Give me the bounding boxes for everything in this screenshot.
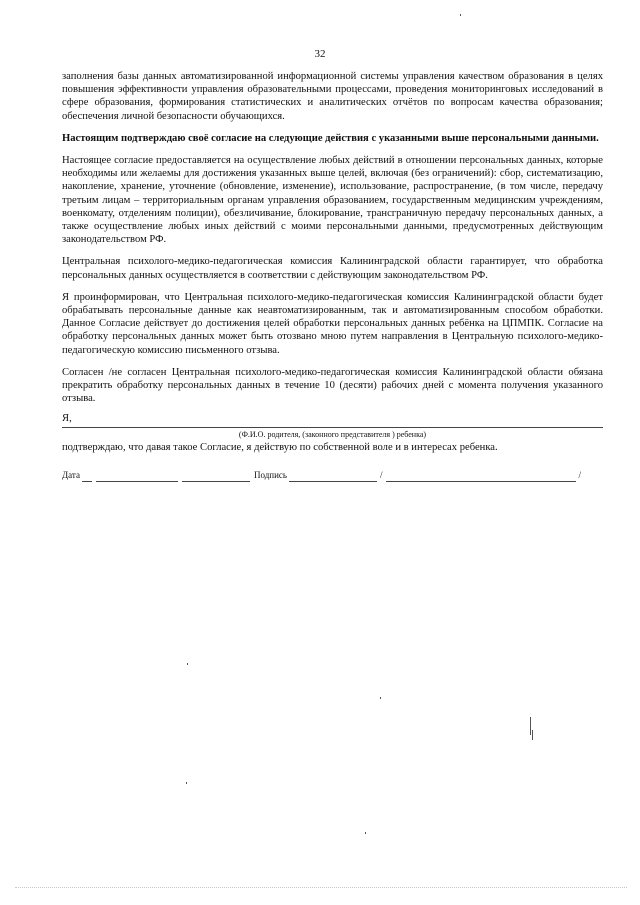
date-day-field[interactable]: [82, 472, 92, 482]
sign-label: Подпись: [253, 469, 288, 480]
fio-caption: (Ф.И.О. родителя, (законного представителя ) ребенка): [238, 430, 427, 440]
date-month-field[interactable]: [96, 472, 178, 482]
signature-block: [62, 414, 603, 481]
scan-stroke: [532, 730, 533, 740]
page-number: 32: [314, 48, 326, 60]
paragraph-withdrawal: Согласен /не согласен Центральная психолого-медико-педагогическая комиссия Калининградской области обязана прекратить обработку персональных данных в течение 10 (десяти) рабочих дней с момента получения указанного отзыва.: [62, 366, 603, 405]
date-signature-row: [62, 469, 603, 482]
signature-name-field[interactable]: [386, 472, 576, 482]
signature-field[interactable]: [289, 472, 377, 482]
paragraph-guarantee: Центральная психолого-медико-педагогическая комиссия Калининградской области гарантирует, что обработка персональных данных осуществляется в соответствии с действующим законодательством РФ.: [62, 256, 603, 281]
scan-speck: [460, 14, 461, 16]
scan-speck: [186, 782, 187, 784]
slash-separator-end: /: [578, 469, 582, 480]
slash-separator: /: [380, 469, 383, 480]
paragraph-actions: Настоящее согласие предоставляется на осуществление любых действий в отношении персональных данных, которые необходимы или желаемы для достижения указанных выше целей, включая (без ограничений): сбор, систематизацию, накопление, хранение, уточнение (обновление, изменение), использование, распространение, (в том числе, передачу третьим лицам – территориальным органам управления образованием, государственным медицинским учреждениям, военкомату, отделениям полиции), обезличивание, блокирование, трансграничную передачу персональных данных, а также осуществление любых иных действий с моими персональными данными, предусмотренных действующим законодательством РФ.: [62, 155, 603, 246]
date-label: Дата: [62, 469, 80, 480]
fio-field[interactable]: [62, 414, 603, 428]
paragraph-informed: Я проинформирован, что Центральная психолого-медико-педагогическая комиссия Калининградской области будет обрабатывать персональные данные как неавтоматизированным, так и автоматизированным способом обработки. Данное Согласие действует до достижения целей обработки персональных данных ребёнка на ЦПМПК. Согласие на обработку персональных данных может быть отозвано мною путем направления в Центральную психолого-медико-педагогическую комиссию письменного отзыва.: [62, 291, 603, 356]
scan-stroke: [530, 717, 531, 735]
paragraph-purposes: заполнения базы данных автоматизированной информационной системы управления качеством образования в целях повышения эффективности управления образовательными процессами, проведения мониторинговых исследований в сфере образования, формирования статистических и аналитических отчётов по вопросам качества образования; обеспечения личной безопасности обучающихся.: [62, 71, 603, 122]
paragraph-consent-heading: Настоящим подтверждаю своё согласие на следующие действия с указанными выше персональными данными.: [62, 132, 599, 144]
document-body: [62, 70, 603, 482]
scan-footer-noise: [15, 887, 627, 891]
date-year-field[interactable]: [182, 472, 250, 482]
scan-speck: [380, 697, 381, 699]
ya-label: Я,: [62, 413, 72, 425]
confirm-statement: подтверждаю, что давая такое Согласие, я действую по собственной воле и в интересах ребенка.: [62, 442, 498, 454]
scan-speck: [187, 663, 188, 665]
scan-speck: [365, 832, 366, 834]
